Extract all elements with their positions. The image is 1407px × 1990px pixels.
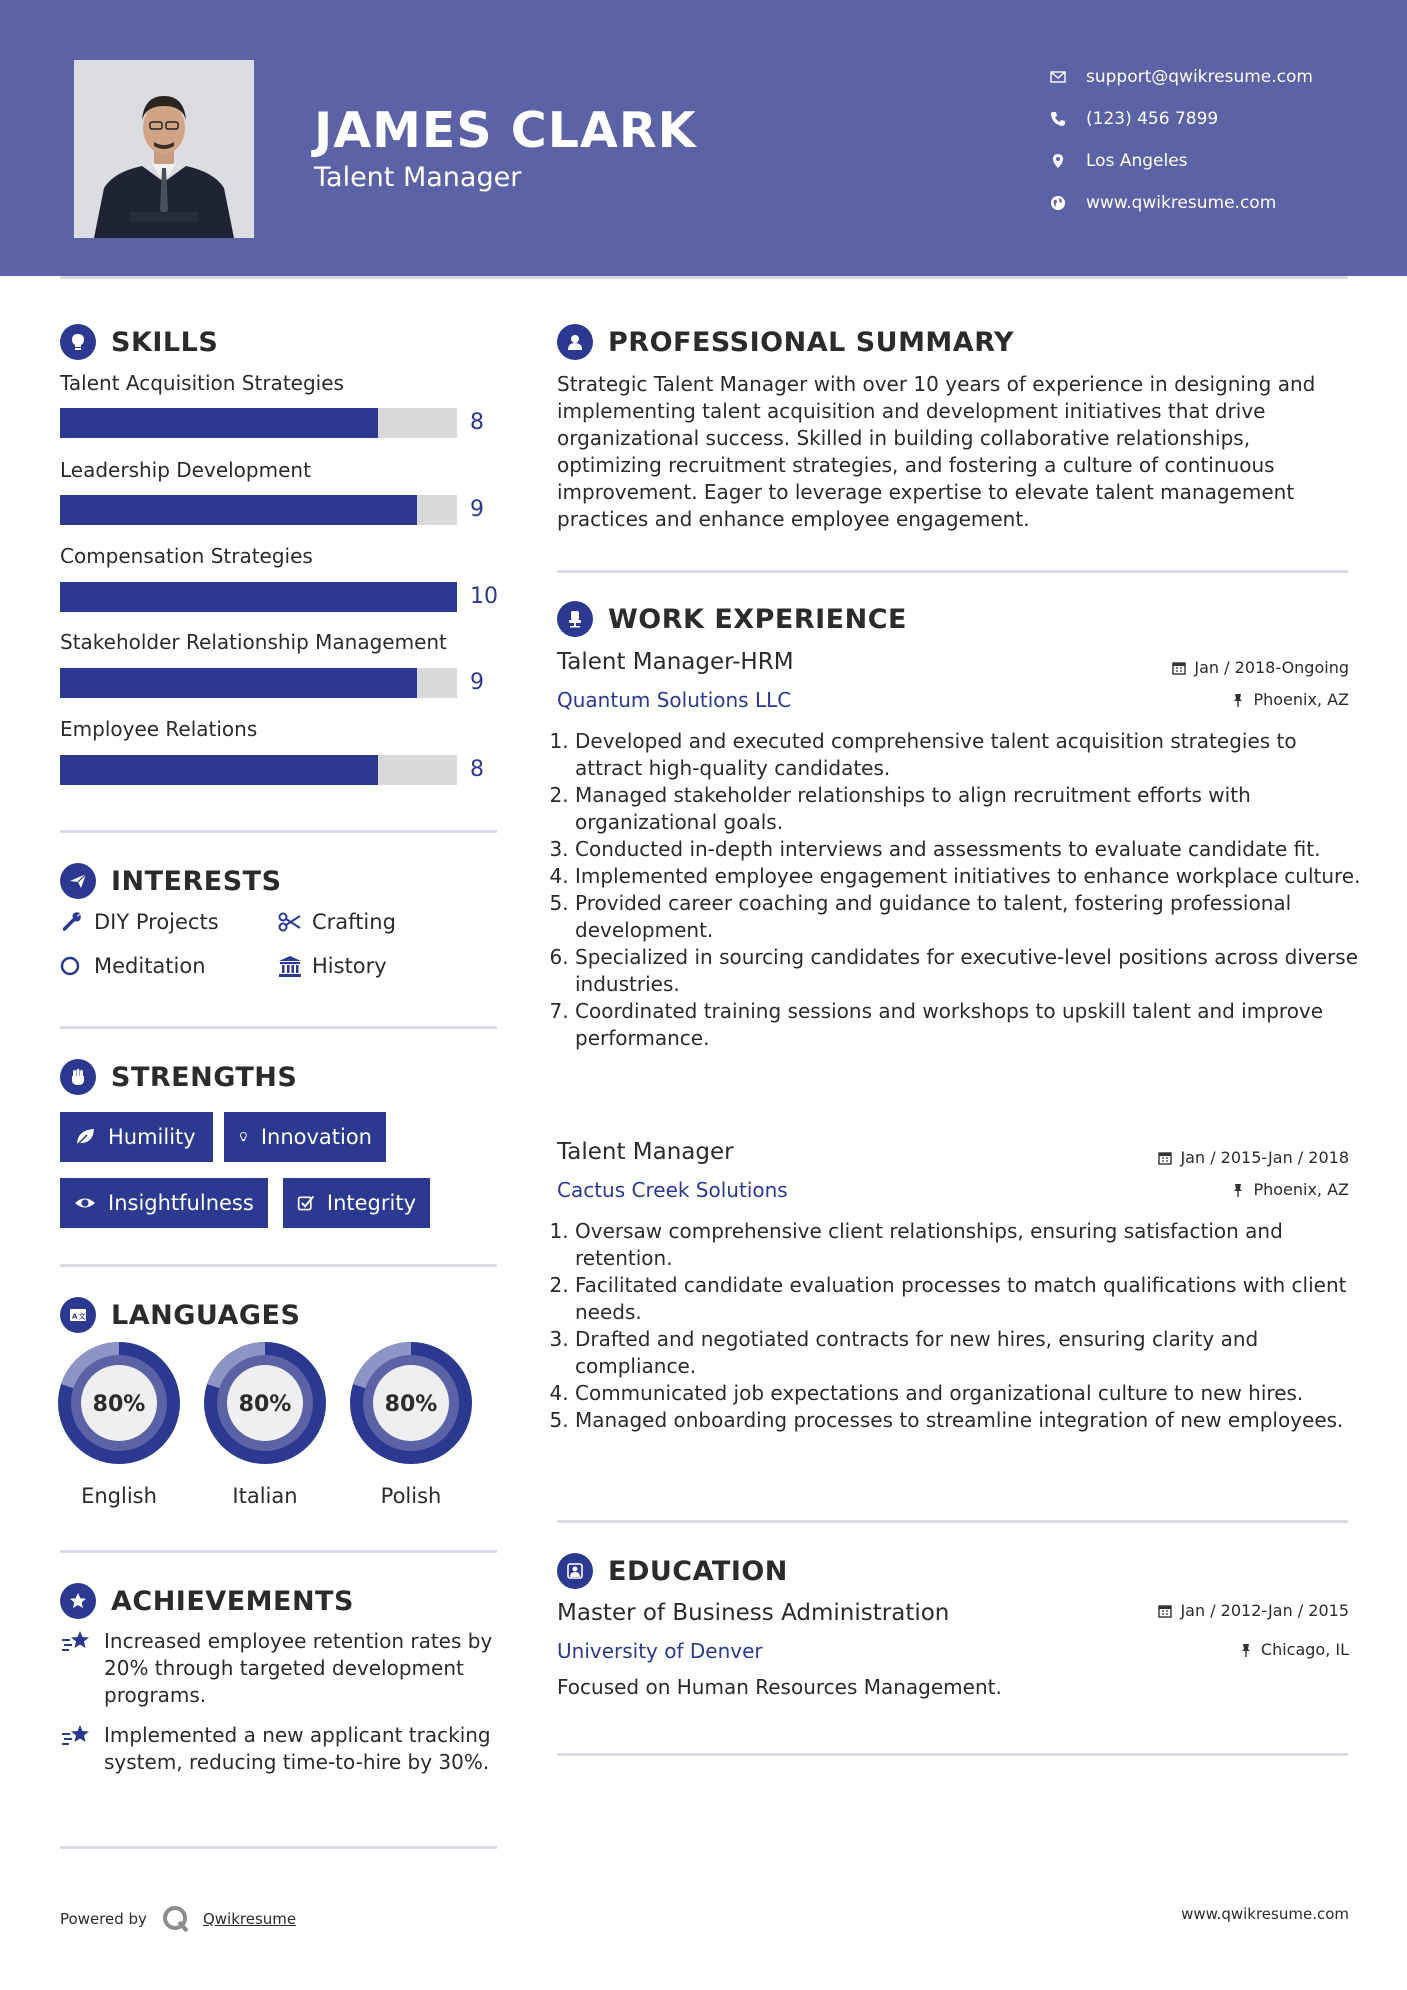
skills-title: SKILLS xyxy=(111,326,219,358)
language-icon xyxy=(60,1297,96,1333)
job-location xyxy=(1231,1180,1349,1199)
skill-label: Compensation Strategies xyxy=(60,544,313,568)
responsibility-item: 4. Communicated job expectations and organizational culture to new hires. xyxy=(575,1380,1365,1407)
language-label: Italian xyxy=(232,1484,298,1508)
skill-label: Leadership Development xyxy=(60,458,311,482)
strength-label: Innovation xyxy=(260,1125,372,1149)
skill-score: 8 xyxy=(470,410,484,435)
interest-item xyxy=(278,910,396,934)
skill-label: Talent Acquisition Strategies xyxy=(60,371,344,395)
achievement-text: Implemented a new applicant tracking system, reducing time-to-hire by 30%. xyxy=(104,1723,491,1774)
summary-text: Strategic Talent Manager with over 10 years of experience in designing and implementing talent acquisition and development initiatives that drive organizational success. Skilled in building collaborative relationships, optimizing recruitment strategies, and fostering a culture of continuous improvement. Eager to leverage expertise to elevate talent management practices and enhance employee engagement. xyxy=(557,372,1316,531)
skill-score: 10 xyxy=(470,584,498,609)
calendar-icon xyxy=(1172,661,1186,675)
education-location xyxy=(1239,1640,1349,1659)
museum-icon xyxy=(278,954,302,978)
section-divider xyxy=(60,830,497,833)
experience-heading xyxy=(557,601,907,637)
skill-score: 9 xyxy=(470,497,484,522)
circle-icon xyxy=(60,954,84,978)
language-percent: 80% xyxy=(238,1392,292,1417)
degree-title: Master of Business Administration xyxy=(557,1600,950,1626)
achievement-text: Increased employee retention rates by 20% through targeted development programs. xyxy=(104,1629,493,1707)
responsibility-item: 2. Managed stakeholder relationships to align recruitment efforts with organizational goals. xyxy=(575,782,1365,836)
strength-chip xyxy=(60,1178,268,1228)
contact-list xyxy=(1050,56,1380,224)
fist-icon xyxy=(60,1059,96,1095)
interest-label: DIY Projects xyxy=(94,910,219,934)
skill-bar-fill xyxy=(60,668,417,698)
skill-score: 8 xyxy=(470,757,484,782)
job-location-text: Phoenix, AZ xyxy=(1253,690,1349,709)
skill-bar-fill xyxy=(60,582,457,612)
skill-label: Stakeholder Relationship Management xyxy=(60,630,447,654)
shooting-star-icon xyxy=(60,1722,92,1752)
responsibility-item: 1. Oversaw comprehensive client relationships, ensuring satisfaction and retention. xyxy=(575,1218,1365,1272)
lightbulb-icon xyxy=(238,1126,249,1148)
responsibility-item: 7. Coordinated training sessions and workshops to upskill talent and improve performance. xyxy=(575,998,1365,1052)
eye-icon xyxy=(74,1192,96,1214)
globe-icon xyxy=(1050,195,1066,211)
skills-heading xyxy=(60,324,218,360)
summary-title: PROFESSIONAL SUMMARY xyxy=(608,326,1015,358)
interest-item xyxy=(60,910,219,934)
interest-item xyxy=(278,954,387,978)
contact-website[interactable] xyxy=(1050,182,1380,224)
section-divider xyxy=(557,1520,1348,1523)
achievement-item xyxy=(60,1628,500,1709)
powered-by xyxy=(60,1904,296,1934)
contact-phone[interactable] xyxy=(1050,98,1380,140)
interest-label: Crafting xyxy=(312,910,396,934)
user-icon xyxy=(557,324,593,360)
contact-email[interactable] xyxy=(1050,56,1380,98)
responsibility-item: 3. Drafted and negotiated contracts for new hires, ensuring clarity and compliance. xyxy=(575,1326,1365,1380)
svg-text:文: 文 xyxy=(78,1312,86,1321)
responsibility-item: 1. Developed and executed comprehensive talent acquisition strategies to attract high-quality candidates. xyxy=(575,728,1365,782)
contact-website-text: www.qwikresume.com xyxy=(1086,193,1277,213)
strength-chip xyxy=(224,1112,386,1162)
education-title: EDUCATION xyxy=(608,1555,788,1587)
map-pin-icon xyxy=(1050,153,1066,169)
contact-phone-text: (123) 456 7899 xyxy=(1086,109,1219,129)
paper-plane-icon xyxy=(60,863,96,899)
contact-email-text: support@qwikresume.com xyxy=(1086,67,1313,87)
language-label: English xyxy=(81,1484,157,1508)
language-item xyxy=(58,1342,180,1508)
education-heading xyxy=(557,1553,788,1589)
skill-bar xyxy=(60,668,457,698)
responsibility-item: 4. Implemented employee engagement initiatives to enhance workplace culture. xyxy=(575,863,1365,890)
education-location-text: Chicago, IL xyxy=(1260,1640,1349,1659)
strength-chip xyxy=(283,1178,430,1228)
job-responsibilities xyxy=(557,728,1365,1052)
job-dates-text: Jan / 2015-Jan / 2018 xyxy=(1180,1148,1349,1167)
language-label: Polish xyxy=(380,1484,442,1508)
graduate-icon xyxy=(557,1553,593,1589)
language-gauge xyxy=(204,1342,326,1464)
achievements-title: ACHIEVEMENTS xyxy=(111,1585,354,1617)
responsibility-item: 5. Managed onboarding processes to streamline integration of new employees. xyxy=(575,1407,1365,1434)
company-name: Quantum Solutions LLC xyxy=(557,688,792,712)
powered-by-text: Powered by xyxy=(60,1910,147,1928)
education-description: Focused on Human Resources Management. xyxy=(557,1675,1002,1699)
header-divider xyxy=(60,276,1348,279)
section-divider xyxy=(60,1846,497,1849)
job-dates xyxy=(1172,658,1349,677)
job-responsibilities xyxy=(557,1218,1365,1434)
job-location xyxy=(1231,690,1349,709)
contact-location xyxy=(1050,140,1380,182)
section-divider xyxy=(60,1264,497,1267)
language-percent: 80% xyxy=(92,1392,146,1417)
skill-bar xyxy=(60,582,457,612)
achievement-item xyxy=(60,1722,500,1776)
candidate-role: Talent Manager xyxy=(314,162,522,193)
language-percent: 80% xyxy=(384,1392,438,1417)
interest-item xyxy=(60,954,206,978)
interest-label: Meditation xyxy=(94,954,206,978)
strength-label: Humility xyxy=(108,1125,196,1149)
lightbulb-icon xyxy=(60,324,96,360)
office-chair-icon xyxy=(557,601,593,637)
job-dates xyxy=(1158,1148,1349,1167)
star-badge-icon xyxy=(60,1583,96,1619)
envelope-icon xyxy=(1050,69,1066,85)
skill-bar-fill xyxy=(60,408,378,438)
job-title: Talent Manager-HRM xyxy=(557,649,794,675)
wrench-icon xyxy=(60,910,84,934)
profile-photo xyxy=(74,60,254,238)
interests-heading xyxy=(60,863,282,899)
contact-location-text: Los Angeles xyxy=(1086,151,1188,171)
qwikresume-logo-icon xyxy=(161,1904,191,1934)
language-item xyxy=(350,1342,472,1508)
job-title: Talent Manager xyxy=(557,1139,734,1165)
job-dates-text: Jan / 2018-Ongoing xyxy=(1194,658,1349,677)
language-gauge xyxy=(350,1342,472,1464)
resume-header xyxy=(0,0,1407,276)
experience-title: WORK EXPERIENCE xyxy=(608,603,907,635)
strength-chip xyxy=(60,1112,213,1162)
brand-link[interactable]: Qwikresume xyxy=(202,1910,297,1928)
section-divider xyxy=(60,1550,497,1553)
calendar-icon xyxy=(1158,1604,1172,1618)
achievements-heading xyxy=(60,1583,354,1619)
footer-website[interactable]: www.qwikresume.com xyxy=(1181,1905,1349,1923)
strengths-title: STRENGTHS xyxy=(111,1061,298,1093)
section-divider xyxy=(557,570,1348,573)
svg-text:A: A xyxy=(72,1312,78,1321)
languages-title: LANGUAGES xyxy=(111,1299,301,1331)
shooting-star-icon xyxy=(60,1628,92,1658)
summary-heading xyxy=(557,324,1014,360)
scissors-icon xyxy=(278,910,302,934)
interest-label: History xyxy=(312,954,387,978)
strength-label: Integrity xyxy=(326,1191,416,1215)
section-divider xyxy=(557,1753,1348,1756)
company-name: Cactus Creek Solutions xyxy=(557,1178,788,1202)
job-location-text: Phoenix, AZ xyxy=(1253,1180,1349,1199)
pushpin-icon xyxy=(1239,1643,1253,1657)
education-dates xyxy=(1158,1601,1349,1620)
calendar-icon xyxy=(1158,1151,1172,1165)
skill-label: Employee Relations xyxy=(60,717,258,741)
skill-bar xyxy=(60,495,457,525)
responsibility-item: 3. Conducted in-depth interviews and assessments to evaluate candidate fit. xyxy=(575,836,1365,863)
education-dates-text: Jan / 2012-Jan / 2015 xyxy=(1180,1601,1349,1620)
pushpin-icon xyxy=(1231,693,1245,707)
language-item xyxy=(204,1342,326,1508)
skill-bar xyxy=(60,755,457,785)
responsibility-item: 2. Facilitated candidate evaluation processes to match qualifications with client needs. xyxy=(575,1272,1365,1326)
interests-title: INTERESTS xyxy=(111,865,282,897)
skill-bar-fill xyxy=(60,755,378,785)
leaf-icon xyxy=(74,1126,96,1148)
school-name: University of Denver xyxy=(557,1639,763,1663)
section-divider xyxy=(60,1026,497,1029)
phone-icon xyxy=(1050,111,1066,127)
strength-label: Insightfulness xyxy=(108,1191,254,1215)
pushpin-icon xyxy=(1231,1183,1245,1197)
language-gauge xyxy=(58,1342,180,1464)
skill-bar xyxy=(60,408,457,438)
strengths-heading xyxy=(60,1059,297,1095)
check-square-icon xyxy=(297,1192,315,1214)
skill-bar-fill xyxy=(60,495,417,525)
responsibility-item: 5. Provided career coaching and guidance to talent, fostering professional development. xyxy=(575,890,1365,944)
responsibility-item: 6. Specialized in sourcing candidates for executive-level positions across diverse industries. xyxy=(575,944,1365,998)
skill-score: 9 xyxy=(470,670,484,695)
languages-heading xyxy=(60,1297,300,1333)
candidate-name: JAMES CLARK xyxy=(314,102,697,159)
